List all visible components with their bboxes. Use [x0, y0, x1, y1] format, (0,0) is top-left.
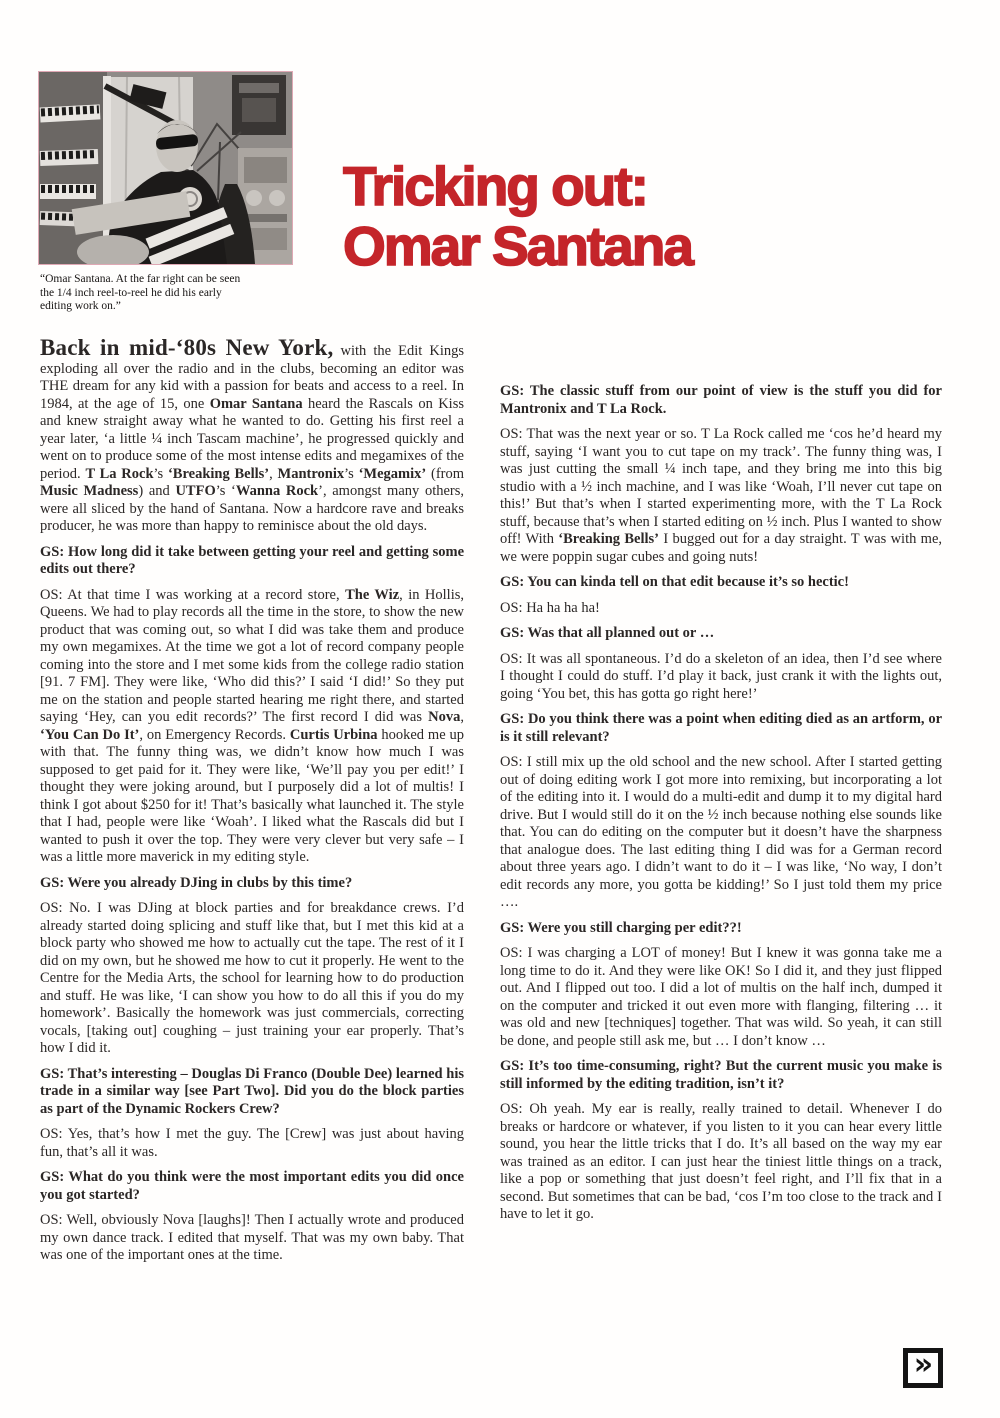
- studio-photo-illustration: [39, 72, 292, 264]
- intro-lead: Back in mid-‘80s New York,: [40, 335, 334, 360]
- chevron-double-right-icon: »: [913, 1347, 931, 1382]
- question-paragraph: GS: Do you think there was a point when editing died as an artform, or is it still relevant?: [500, 711, 942, 745]
- answer-paragraph: OS: At that time I was working at a record store, The Wiz, in Hollis, Queens. We had to play records all the time in the store, to show the new product that was coming out, so what I did was take them and produce my own megamixes. At the time we got a lot of record company people coming into the store and I met some kids from the college radio station [91. 7 FM]. They were like, ‘Who did this?’ I said ‘I did!’ So they put me on the station and people started hearing me right there, and started saying ‘Hey, can you edit records?’ The first record I did was Nova, ‘You Can Do It’, on Emergency Records. Curtis Urbina hooked me up with that. The funny thing was, we didn’t know how much I was supposed to get paid for it. They were like, ‘We’ll pay you per edit!’ I thought they were joking around, but I purposely did a lot of multis! I think I got about $250 for it! That’s basically what launched it. The style that I had, people were like ‘Woah’. I liked what the Rascals did but I wanted to push it over the top. They were very clever but very safe – I was a little more maverick in my editing style.: [40, 586, 464, 865]
- question-paragraph: GS: That’s interesting – Douglas Di Franco (Double Dee) learned his trade in a similar way [see Part Two]. Did you do the block parties as part of the Dynamic Rockers Crew?: [40, 1065, 464, 1117]
- photo-caption: “Omar Santana. At the far right can be seen the 1/4 inch reel-to-reel he did his early editing work on.”: [40, 273, 241, 312]
- answer-paragraph: OS: That was the next year or so. T La Rock called me ‘cos he’d heard my stuff, saying ‘I want you to cut tape on my track’. The funny thing was, I was just cutting the small ¼ inch tape, and they bring me into this big studio with a ½ inch machine, and I was like ‘Woah, I’ll never cut tape on this!’ But that’s when I started experimenting more, with the T La Rock stuff, because that’s when I started editing on ½ inch. Plus I wanted to show off! With ‘Breaking Bells’ I bugged out for a day straight. T was with me, we were poppin sugar cubes and going nuts!: [500, 426, 943, 565]
- question-paragraph: GS: Were you still charging per edit??!: [500, 919, 742, 936]
- question-paragraph: GS: You can kinda tell on that edit because it’s so hectic!: [500, 574, 849, 590]
- question-paragraph: GS: Was that all planned out or …: [500, 625, 715, 641]
- left-column: [40, 335, 464, 1273]
- title-line-2: Omar Santana: [343, 215, 692, 277]
- answer-paragraph: OS: Ha ha ha ha!: [500, 599, 600, 616]
- answer-paragraph: OS: I still mix up the old school and the new school. After I started getting out of doing editing work I got more into remixing, but incorporating a lot of the editing into it. I would do a multi-edit and dump it to my digital hard drive. But I would still do it on the ½ inch because nothing else sounds like that. You can do editing on the computer but it doesn’t have the sharpness that analogue does. The last editing thing I did was for a German record about three years ago. I didn’t want to do it – I was like, ‘No way, I don’t edit records any more, you gotta be kidding!’ So I just told them my price ….: [500, 754, 942, 910]
- title-line-1: Tricking out:: [343, 155, 647, 217]
- question-paragraph: GS: The classic stuff from our point of view is the stuff you did for Mantronix and T La Rock.: [500, 383, 942, 417]
- question-paragraph: GS: How long did it take between getting your reel and getting some edits out there?: [40, 543, 464, 577]
- question-paragraph: GS: Were you already DJing in clubs by this time?: [40, 874, 353, 891]
- intro-paragraph: [40, 335, 464, 536]
- omar-santana-photo: [38, 71, 293, 265]
- right-column: [500, 381, 942, 1232]
- answer-paragraph: OS: Oh yeah. My ear is really, really trained to detail. Whenever I do breaks or hardcore or whatever, if you listen to it you can hear every little sound, you hear the little tricks that I do. It’s all based on the way my ear was trained as an editor. I can just hear the tiniest little things on a track, like a pop or something that just doesn’t feel right, and I’ll fix that in a second. But sometimes that can be bad, ‘cos I’m too close to the track and I have to let it go.: [500, 1101, 942, 1222]
- question-paragraph: GS: What do you think were the most important edits you did once you got started?: [40, 1169, 464, 1203]
- question-paragraph: GS: It’s too time-consuming, right? But the current music you make is still informed by the editing tradition, isn’t it?: [500, 1058, 942, 1092]
- answer-paragraph: OS: It was all spontaneous. I’d do a skeleton of an idea, then I’d see where I thought I could do stuff. I’d play it back, just crank it with the lights out, going ‘You bet, this has gotta go right here!’: [500, 650, 942, 702]
- answer-paragraph: OS: Well, obviously Nova [laughs]! Then I actually wrote and produced my own dance track. I edited that myself. That was my own baby. That was one of the important ones at the time.: [40, 1212, 464, 1263]
- answer-paragraph: OS: I was charging a LOT of money! But I knew it was gonna take me a long time to do it. And they were like OK! So I did it, and they just flipped out. And I flipped out too. I did a lot of multis on the half inch, dumped it on the computer and tricked it out even more with flanging, filtering … it was old and new [techniques] together. That was wild. So yeah, it can still be done, and people still ask me, but … I don’t know …: [500, 945, 942, 1049]
- next-page-button[interactable]: [903, 1348, 943, 1388]
- article-title: [343, 156, 692, 276]
- intro-text: with the Edit Kings exploding all over the radio and in the clubs, becoming an editor was THE dream for any kid with a passion for beats and access to a reel. In 1984, at the age of 15, one Omar Santana heard the Rascals on Kiss and knew straight away what he wanted to do. Getting his first reel a year later, ‘a little ¼ inch Tascam machine’, he progressed quickly and went on to produce some of the most intense edits and megamixes of the period. T La Rock’s ‘Breaking Bells’, Mantronix’s ‘Megamix’ (from Music Madness) and UTFO’s ‘Wanna Rock’, amongst many others, were all sliced by the hand of Santana. Now a hardcore rave and breaks producer, he was more than happy to reminisce about the old days.: [40, 343, 464, 534]
- answer-paragraph: OS: Yes, that’s how I met the guy. The [Crew] was just about having fun, that’s all it was.: [40, 1126, 464, 1160]
- answer-paragraph: OS: No. I was DJing at block parties and for breakdance crews. I’d already started doing splicing and stuff like that, but I met this kid at a block party who showed me how to actually cut the tape. The rest of it I did on my own, but he showed me how to cut it properly. He went to the Centre for the Media Arts, the school for learning how to do production and stuff. He was like, ‘I can show you how to do all this if you do my homework’. Basically the homework was just commercials, correcting vocals, [taking out] coughing – just training your ear properly. That’s how I did it.: [40, 900, 464, 1056]
